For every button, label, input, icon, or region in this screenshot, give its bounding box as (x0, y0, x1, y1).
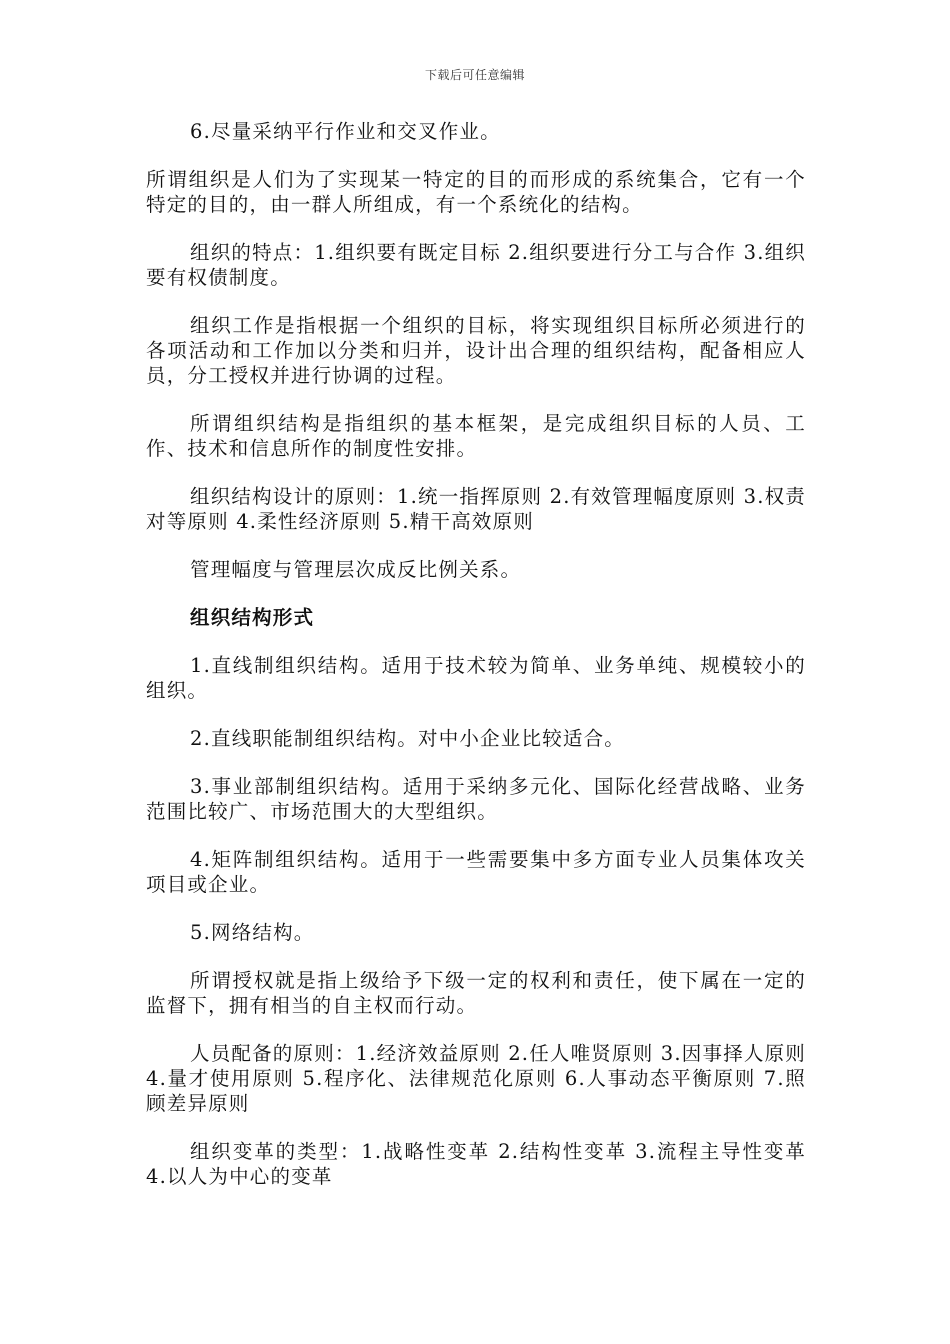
paragraph: 所谓组织结构是指组织的基本框架，是完成组织目标的人员、工作、技术和信息所作的制度性安排。 (146, 412, 806, 460)
paragraph: 5.网络结构。 (190, 921, 315, 944)
paragraph: 4.矩阵制组织结构。适用于一些需要集中多方面专业人员集体攻关项目或企业。 (146, 848, 806, 896)
paragraph: 3.事业部制组织结构。适用于采纳多元化、国际化经营战略、业务范围比较广、市场范围大的大型组织。 (146, 775, 806, 823)
paragraph: 所谓组织是人们为了实现某一特定的目的而形成的系统集合，它有一个特定的目的，由一群人所组成，有一个系统化的结构。 (146, 168, 806, 216)
paragraph: 组织变革的类型：1.战略性变革 2.结构性变革 3.流程主导性变革 4.以人为中心的变革 (146, 1140, 806, 1188)
paragraph: 所谓授权就是指上级给予下级一定的权利和责任，使下属在一定的监督下，拥有相当的自主权而行动。 (146, 969, 806, 1017)
document-body (146, 119, 806, 1212)
paragraph: 6.尽量采纳平行作业和交叉作业。 (190, 120, 501, 143)
header-note: 下载后可任意编辑 (424, 68, 525, 82)
paragraph: 组织的特点：1.组织要有既定目标 2.组织要进行分工与合作 3.组织要有权债制度。 (146, 241, 807, 289)
section-heading: 组织结构形式 (190, 606, 315, 629)
paragraph: 人员配备的原则：1.经济效益原则 2.任人唯贤原则 3.因事择人原则 4.量才使用原则 5.程序化、法律规范化原则 6.人事动态平衡原则 7.照顾差异原则 (146, 1042, 807, 1115)
paragraph: 2.直线职能制组织结构。对中小企业比较适合。 (190, 727, 626, 750)
paragraph: 组织工作是指根据一个组织的目标，将实现组织目标所必须进行的各项活动和工作加以分类和归并，设计出合理的组织结构，配备相应人员，分工授权并进行协调的过程。 (146, 314, 806, 387)
paragraph: 1.直线制组织结构。适用于技术较为简单、业务单纯、规模较小的组织。 (146, 654, 806, 702)
paragraph: 组织结构设计的原则：1.统一指挥原则 2.有效管理幅度原则 3.权责对等原则 4.柔性经济原则 5.精干高效原则 (146, 485, 807, 533)
paragraph: 管理幅度与管理层次成反比例关系。 (190, 558, 522, 581)
